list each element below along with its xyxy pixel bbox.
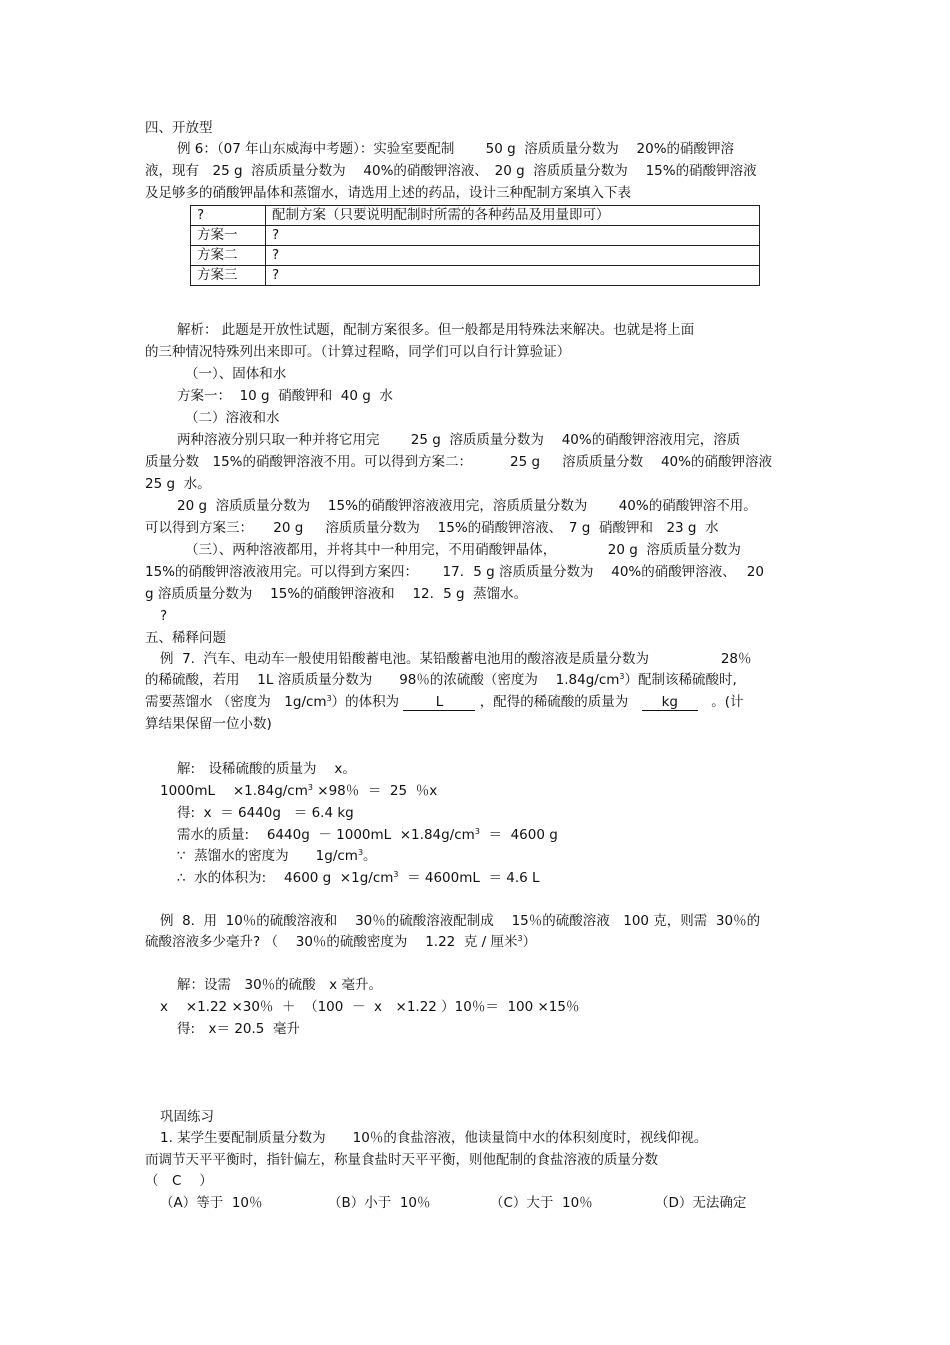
option-d: （D）无法确定	[655, 1195, 747, 1211]
example7-line: 的稀硫酸，若用 1L 溶质质量分数为 98％的浓硫酸（密度为 $1.84g/cm^3$）配制该稀硫酸时,	[145, 672, 737, 688]
solution-line: 解：设需 30％的硫酸 x 毫升。	[177, 977, 382, 993]
question-line: 而调节天平平衡时，指针偏左，称量食盐时天平平衡，则他配制的食盐溶液的质量分数	[145, 1152, 658, 1168]
example6-line: 及足够多的硝酸钾晶体和蒸馏水，请选用上述的药品，设计三种配制方案填入下表	[145, 185, 631, 201]
table-cell: 方案三	[191, 266, 266, 286]
solution-line: 解: 设稀硫酸的质量为 x。	[177, 761, 356, 777]
analysis-line: 可以得到方案三： 20 g 溶质质量分数为 15%的硝酸钾溶液、 7 g 硝酸钾和 23 g 水	[145, 520, 719, 536]
table-cell: 方案一	[191, 226, 266, 246]
plan-table	[190, 205, 760, 286]
analysis-line: 解析： 此题是开放性试题，配制方案很多。但一般都是用特殊法来解决。也就是将上面	[177, 322, 695, 338]
example7-line: 算结果保留一位小数)	[145, 716, 272, 732]
analysis-line: 两种溶液分别只取一种并将它用完 25 g 溶质质量分数为 40%的硝酸钾溶液用完，溶质	[177, 432, 741, 448]
example6-line: 例 6：（07 年山东威海中考题）：实验室要配制 50 g 溶质质量分数为 20%的硝酸钾溶	[177, 141, 735, 157]
analysis-line: 方案一： 10 g 硝酸钾和 40 g 水	[177, 388, 393, 404]
example8-line: 例 8. 用 10％的硫酸溶液和 30％的硫酸溶液配制成 15％的硫酸溶液 100 克，则需 30％的	[160, 913, 761, 929]
solution-line: 得: x＝ 20.5 毫升	[177, 1021, 300, 1037]
analysis-line: 25 g 水。	[145, 476, 211, 492]
analysis-line: 20 g 溶质质量分数为 15%的硝酸钾溶液液用完，溶质质量分数为 40%的硝酸钾溶不用。	[177, 498, 757, 514]
answer-line: （ C ）	[145, 1173, 213, 1189]
solution-line: ∵ 蒸馏水的密度为 $1g/cm^3$。	[177, 848, 377, 864]
analysis-line: （二）溶液和水	[185, 410, 280, 426]
section-heading-open: 四、开放型	[145, 120, 213, 136]
question-line: 1. 某学生要配制质量分数为 10％的食盐溶液，他读量筒中水的体积刻度时，视线仰视。	[160, 1130, 708, 1146]
option-a: （A）等于 10％	[160, 1195, 263, 1211]
analysis-line: 的三种情况特殊列出来即可。（计算过程略，同学们可以自行计算验证）	[145, 344, 571, 360]
option-b: （B）小于 10％	[328, 1195, 431, 1211]
table-row	[191, 246, 760, 266]
solution-line: 得: x ＝ 6440g ＝ 6.4 kg	[177, 805, 354, 821]
table-cell: 方案二	[191, 246, 266, 266]
table-header-cell: ?	[191, 206, 266, 226]
table-cell: ?	[266, 266, 760, 286]
example7-line: 例 7. 汽车、电动车一般使用铅酸蓄电池。某铅酸蓄电池用的酸溶液是质量分数为 28％	[160, 651, 752, 667]
example8-line: 硫酸溶液多少毫升? （ 30％的硫酸密度为 1.22 克 / 厘米$^3$）	[145, 934, 537, 950]
analysis-line: 15%的硝酸钾溶液液用完。可以得到方案四： 17．5 g 溶质质量分数为 40%的硝酸钾溶液、 20	[145, 564, 764, 580]
table-header-row	[191, 206, 760, 226]
analysis-line: ?	[160, 608, 168, 624]
practice-heading: 巩固练习	[160, 1109, 214, 1125]
solution-line: 1000mL $\times 1.84g/cm^3 \times 98$％ ＝ 25 ％x	[160, 783, 438, 799]
table-cell: ?	[266, 226, 760, 246]
table-cell: ?	[266, 246, 760, 266]
answer-blank: L	[403, 695, 475, 711]
analysis-line: （一）、固体和水	[185, 366, 287, 382]
solution-line: ∴ 水的体积为: 4600 $g \times 1g/cm^3 = 4600mL = 4.6$ L	[177, 870, 540, 886]
table-row	[191, 266, 760, 286]
table-header-cell: 配制方案（只要说明配制时所需的各种药品及用量即可）	[266, 206, 760, 226]
section-heading-dilution: 五、稀释问题	[145, 630, 226, 646]
analysis-line: g 溶质质量分数为 15%的硝酸钾溶液和 12．5 g 蒸馏水。	[145, 586, 528, 602]
solution-line: 需水的质量: $6440g - 1000mL \times 1.84g/cm^3 = 4600$ g	[177, 827, 558, 843]
table-row	[191, 226, 760, 246]
example6-line: 液，现有 25 g 溶质质量分数为 40%的硝酸钾溶液、 20 g 溶质质量分数为 15%的硝酸钾溶液	[145, 163, 757, 179]
answer-blank: kg	[642, 695, 698, 711]
solution-line: x ×1.22 ×30％ ＋ （100 － x ×1.22 ）10％＝ 100 ×15％	[160, 999, 580, 1015]
analysis-line: 质量分数 15%的硝酸钾溶液不用。可以得到方案二： 25 g 溶质质量分数 40%的硝酸钾溶液	[145, 454, 772, 470]
example7-line: 需要蒸馏水 （密度为 $1g/cm^3$）的体积为 L ，配得的稀硫酸的质量为 kg 。(计	[145, 694, 744, 710]
option-c: （C）大于 10％	[490, 1195, 593, 1211]
analysis-line: （三）、两种溶液都用，并将其中一种用完，不用硝酸钾晶体， 20 g 溶质质量分数为	[185, 542, 741, 558]
